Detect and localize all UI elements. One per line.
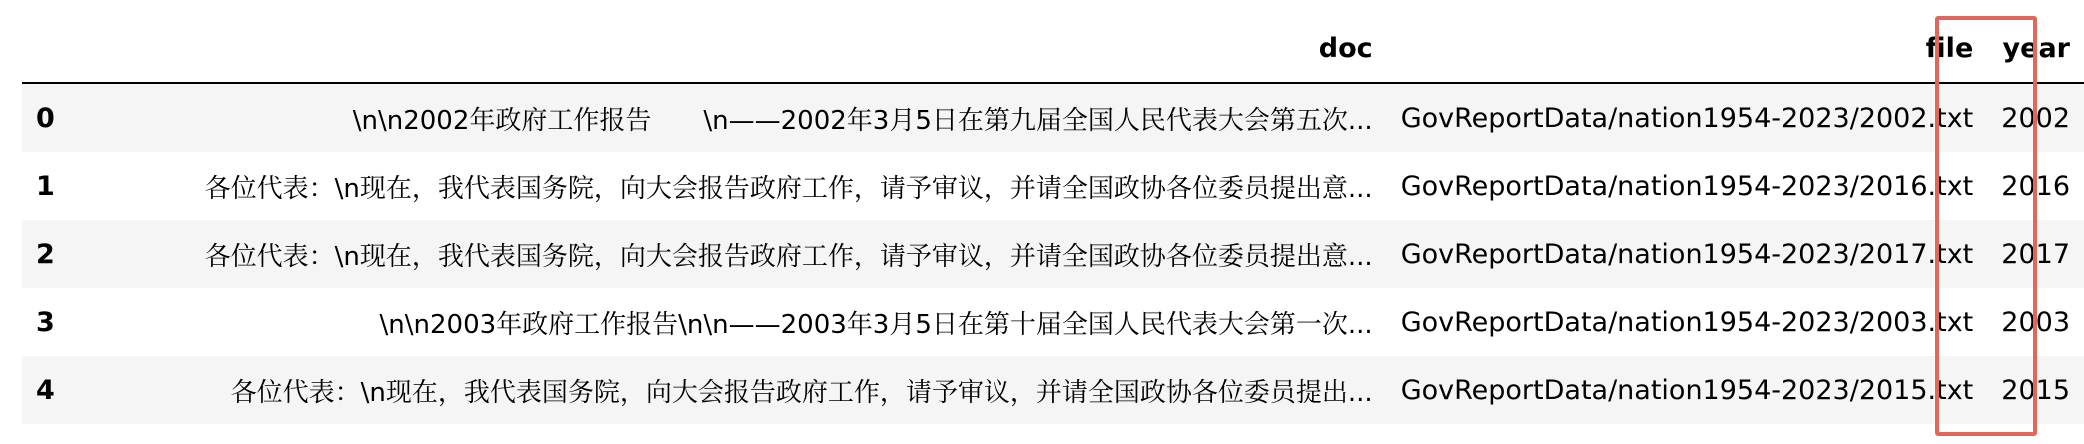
- year-column-header: year: [1987, 14, 2084, 83]
- year-cell: 2003: [2001, 306, 2070, 338]
- index-header: [22, 14, 74, 83]
- row-index: 2: [36, 238, 55, 270]
- doc-cell: 各位代表：\n现在，我代表国务院，向大会报告政府工作，请予审议，并请全国政协各位委员提出意...: [204, 241, 1373, 272]
- table-row: [22, 83, 2084, 152]
- file-cell: GovReportData/nation1954-2023/2003.txt: [1400, 306, 1974, 338]
- doc-cell: 各位代表：\n现在，我代表国务院，向大会报告政府工作，请予审议，并请全国政协各位委员提出意...: [204, 173, 1373, 204]
- year-cell: 2016: [2001, 170, 2070, 202]
- file-cell: GovReportData/nation1954-2023/2016.txt: [1400, 170, 1974, 202]
- table-row: [22, 288, 2084, 356]
- table-row: [22, 152, 2084, 220]
- file-cell: GovReportData/nation1954-2023/2002.txt: [1400, 102, 1974, 134]
- file-cell: GovReportData/nation1954-2023/2017.txt: [1400, 238, 1974, 270]
- file-cell: GovReportData/nation1954-2023/2015.txt: [1400, 374, 1974, 406]
- row-index: 3: [36, 306, 55, 338]
- table-row: [22, 356, 2084, 424]
- year-cell: 2015: [2001, 374, 2070, 406]
- doc-column-header: doc: [74, 14, 1387, 83]
- doc-cell: 各位代表：\n现在，我代表国务院，向大会报告政府工作，请予审议，并请全国政协各位委员提出...: [230, 377, 1373, 408]
- row-index: 1: [36, 170, 55, 202]
- table-row: [22, 220, 2084, 288]
- year-cell: 2017: [2001, 238, 2070, 270]
- header-row: [22, 14, 2084, 83]
- doc-cell: \n\n2002年政府工作报告 \n——2002年3月5日在第九届全国人民代表大会第五次...: [352, 105, 1373, 136]
- dataframe-table: [22, 14, 2084, 424]
- row-index: 0: [36, 102, 55, 134]
- row-index: 4: [36, 374, 55, 406]
- file-column-header: file: [1387, 14, 1988, 83]
- year-cell: 2002: [2001, 102, 2070, 134]
- doc-cell: \n\n2003年政府工作报告\n\n——2003年3月5日在第十届全国人民代表大会第一次...: [379, 309, 1373, 340]
